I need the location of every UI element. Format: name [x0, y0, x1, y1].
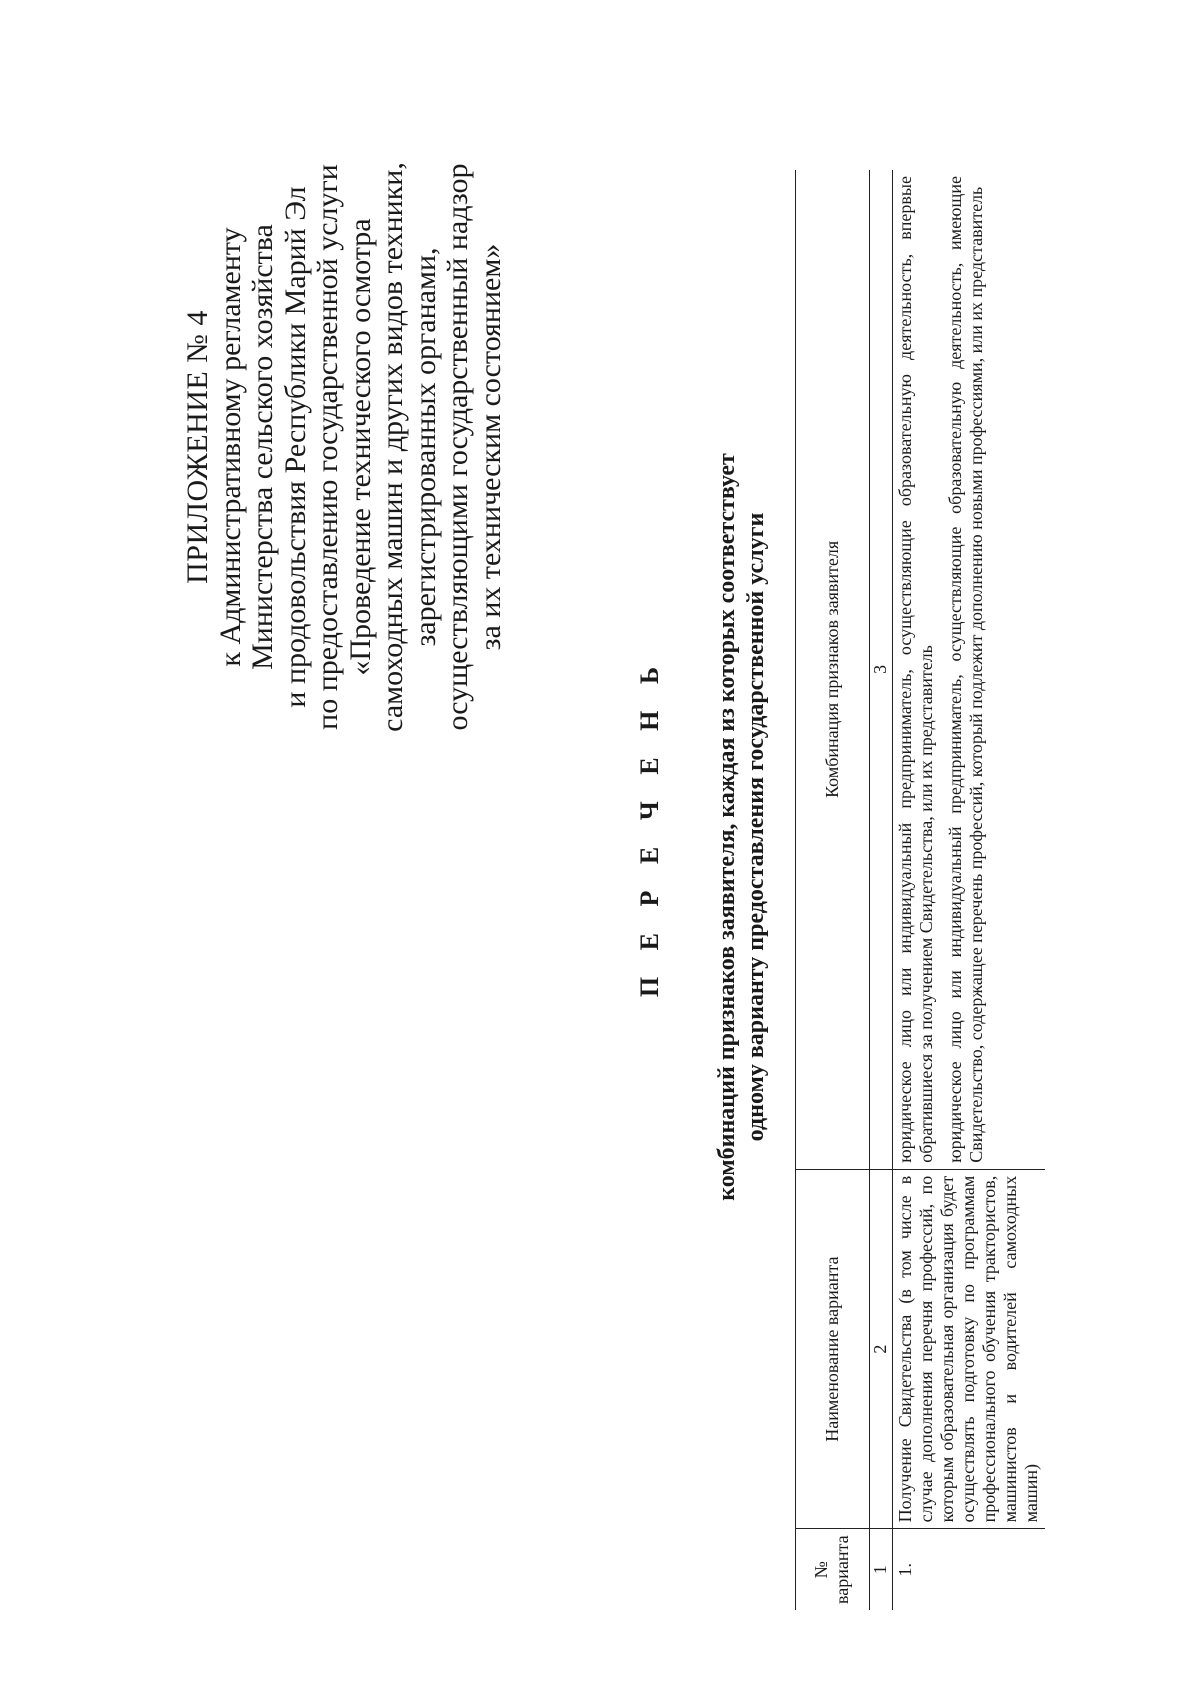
heading-subtitle-line1: комбинаций признаков заявителя, каждая из которых соответствует [714, 453, 740, 1201]
header-applicant-combination: Комбинация признаков заявителя [796, 170, 870, 1169]
appendix-line: зарегистрированных органами, [408, 247, 442, 647]
appendix-line: самоходных машин и других видов техники, [376, 162, 409, 732]
combination-item: юридическое лицо или индивидуальный предприниматель, осуществляющие образовательную деятельность, впервые обратившиеся за получением Свидетельства, или их представитель [895, 176, 936, 1163]
table-header-row [796, 170, 870, 1610]
appendix-line: «Проведение технического осмотра [343, 218, 377, 676]
heading-main: П Е Р Е Ч Е Н Ь [635, 656, 664, 998]
appendix-line: осуществляющими государственный надзор [441, 163, 474, 731]
header-variant-name: Наименование варианта [796, 1169, 870, 1529]
document-heading [633, 257, 771, 1397]
appendix-line: к Административному регламенту [213, 227, 247, 667]
variants-table [795, 170, 1045, 1610]
applicant-combinations [893, 170, 1046, 1169]
appendix-line: за их техническим состоянием» [473, 243, 507, 651]
appendix-line: Министерства сельского хозяйства [246, 224, 279, 670]
variant-name: Получение Свидетельства (в том числе в случае дополнения перечня профессий, по которым образовательная организация будет осуществлять подготовку по программам профессионального обучения трактористов, машинистов и водителей самоходных машин) [893, 1169, 1046, 1529]
appendix-line: и продовольствия Республики Марий Эл [278, 186, 312, 708]
appendix-block [182, 67, 507, 827]
column-number: 1 [870, 1529, 893, 1610]
header-variant-number: № варианта [796, 1529, 870, 1610]
variant-number: 1. [895, 1562, 915, 1577]
column-number: 3 [870, 170, 893, 1169]
heading-subtitle [713, 257, 771, 1397]
heading-subtitle-line2: одному варианту предоставления государственной услуги [743, 512, 769, 1142]
table-row [893, 170, 1046, 1610]
table-column-numbers-row [870, 170, 893, 1610]
column-number: 2 [870, 1169, 893, 1529]
appendix-line: по предоставлению государственной услуги [311, 164, 344, 730]
appendix-title: ПРИЛОЖЕНИЕ № 4 [181, 310, 214, 584]
combination-item: юридическое лицо или индивидуальный предприниматель, осуществляющие образовательную деятельность, имеющие Свидетельство, содержащее перечень профессий, который подлежит дополнению новыми профессиями, или их представитель [945, 176, 986, 1163]
